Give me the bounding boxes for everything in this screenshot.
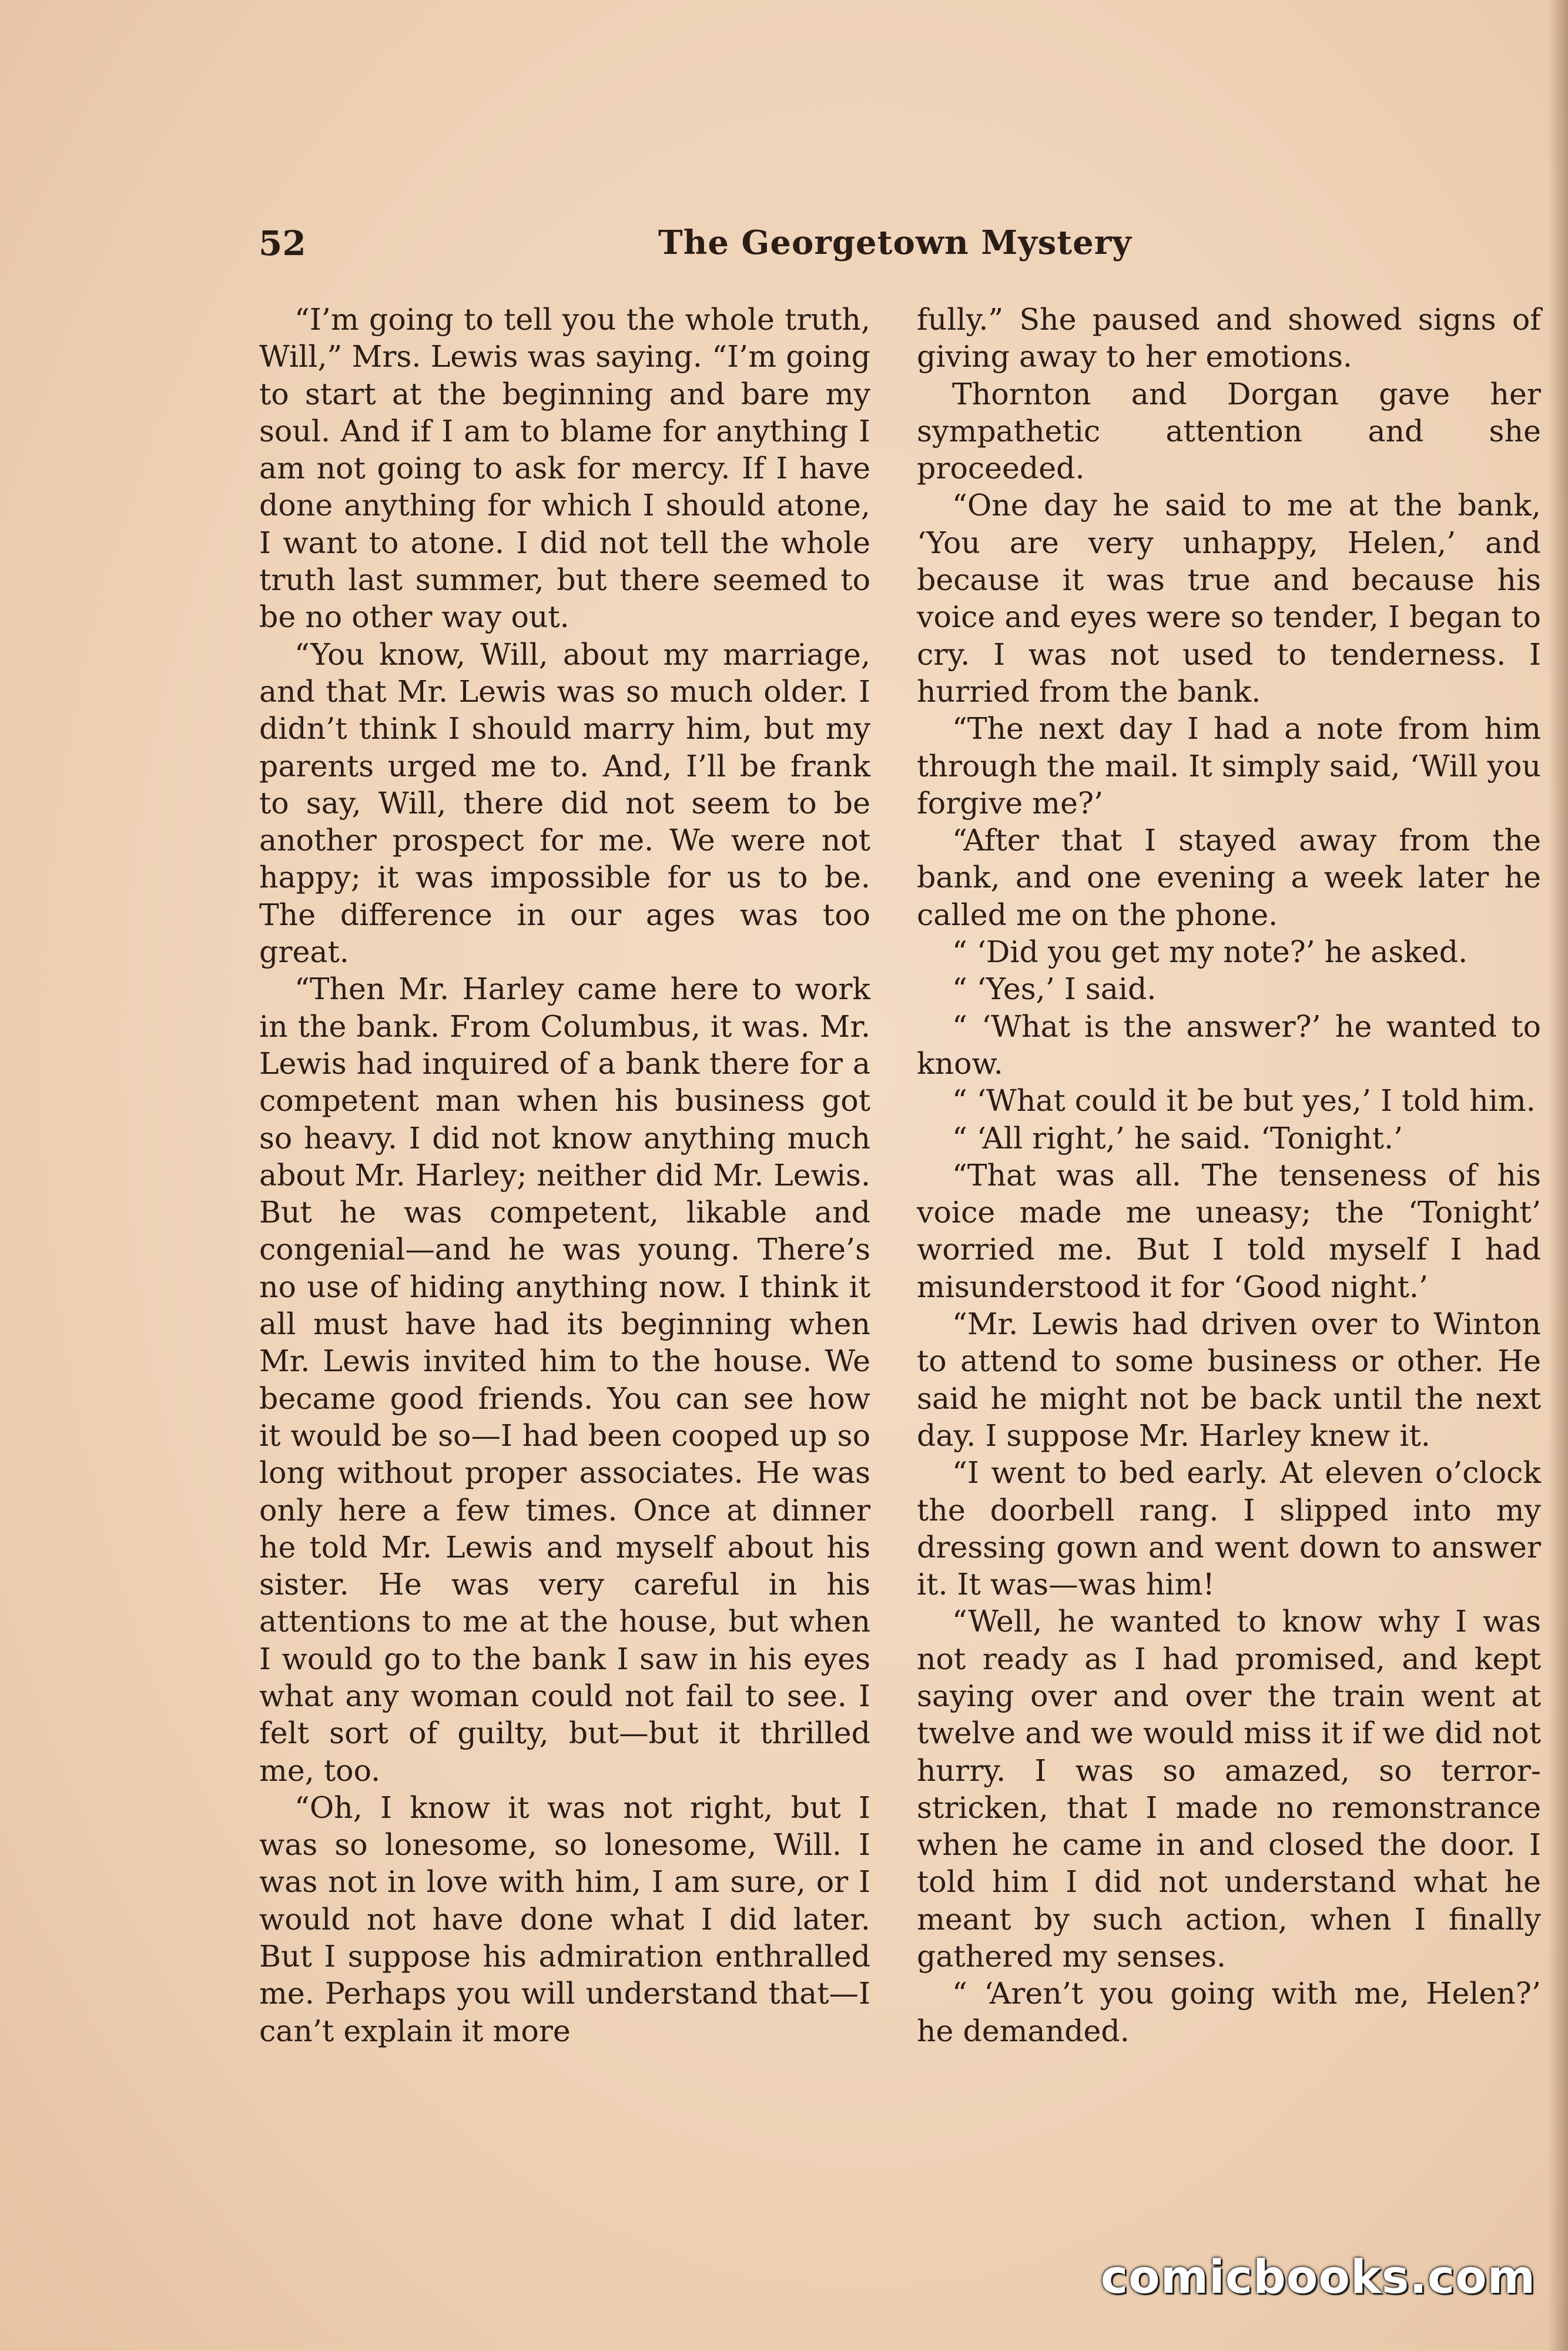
page-edge-shadow (1548, 0, 1568, 2351)
paragraph: “I’m going to tell you the whole truth, Will,” Mrs. Lewis was saying. “I’m going to start at the beginning and bare my soul. And if I am to blame for anything I am not going to ask for mercy. If I have done anything for which I should atone, I want to atone. I did not tell the whole truth last summer, but there seemed to be no other way out. (259, 302, 870, 635)
paragraph: “Oh, I know it was not right, but I was so lonesome, so lonesome, Will. I was not in love with him, I am sure, or I would not have done what I did later. But I suppose his admiration enthralled me. Perhaps you will understand that—I can’t explain it more (259, 1790, 870, 2048)
site-watermark: comicbooks.com (1100, 2251, 1536, 2304)
paragraph: “ ‘Yes,’ I said. (952, 972, 1157, 1007)
paragraph: “ ‘Did you get my note?’ he asked. (952, 935, 1468, 970)
paragraph: “The next day I had a note from him through the mail. It simply said, ‘Will you forgive me?’ (917, 711, 1541, 820)
paragraph: “I went to bed early. At eleven o’clock the doorbell rang. I slipped into my dressing gown and went down to answer it. It was—was him! (917, 1455, 1541, 1602)
paragraph: “Mr. Lewis had driven over to Winton to attend to some business or other. He said he might not be back until the next day. I suppose Mr. Harley knew it. (917, 1307, 1541, 1453)
paragraph: “Then Mr. Harley came here to work in the bank. From Columbus, it was. Mr. Lewis had inquired of a bank there for a competent man when his business got so heavy. I did not know anything much about Mr. Harley; neither did Mr. Lewis. But he was competent, likable and congenial—and he was young. There’s no use of hiding anything now. I think it all must have had its beginning when Mr. Lewis invited him to the house. We became good friends. You can see how it would be so—I had been cooped up so long without proper associates. He was only here a few times. Once at dinner he told Mr. Lewis and myself about his sister. He was very careful in his attentions to me at the house, but when I would go to the bank I saw in his eyes what any woman could not fail to see. I felt sort of guilty, but—but it thrilled me, too. (259, 972, 870, 1788)
paragraph: “One day he said to me at the bank, ‘You are very unhappy, Helen,’ and because it was true and because his voice and eyes were so tender, I began to cry. I was not used to tenderness. I hurried from the bank. (917, 488, 1541, 709)
page-number: 52 (259, 223, 306, 263)
paragraph: “That was all. The tenseness of his voice made me uneasy; the ‘Tonight’ worried me. But I told myself I had misunderstood it for ‘Good night.’ (917, 1157, 1541, 1304)
paragraph: “ ‘What is the answer?’ he wanted to know. (917, 1009, 1541, 1081)
paragraph: “You know, Will, about my marriage, and that Mr. Lewis was so much older. I didn’t think I should marry him, but my parents urged me to. And, I’ll be frank to say, Will, there did not seem to be another prospect for me. We were not happy; it was impossible for us to be. The difference in our ages was too great. (259, 637, 870, 970)
paragraph: “After that I stayed away from the bank, and one evening a week later he called me on the phone. (917, 823, 1541, 932)
paragraph: “ ‘Aren’t you going with me, Helen?’ he demanded. (917, 1976, 1541, 2048)
running-title: The Georgetown Mystery (658, 223, 1132, 262)
right-column (917, 301, 1541, 2049)
paragraph: Thornton and Dorgan gave her sympathetic attention and she proceeded. (917, 376, 1541, 486)
paragraph: “ ‘What could it be but yes,’ I told him. (952, 1083, 1536, 1118)
paragraph: “Well, he wanted to know why I was not ready as I had promised, and kept saying over and over the train went at twelve and we would miss it if we did not hurry. I was so amazed, so terror-stricken, that I made no remonstrance when he came in and closed the door. I told him I did not understand what he meant by such action, when I finally gathered my senses. (917, 1604, 1541, 1974)
paragraph: “ ‘All right,’ he said. ‘Tonight.’ (952, 1120, 1403, 1156)
paragraph: fully.” She paused and showed signs of giving away to her emotions. (917, 302, 1541, 374)
left-column (259, 301, 870, 2049)
